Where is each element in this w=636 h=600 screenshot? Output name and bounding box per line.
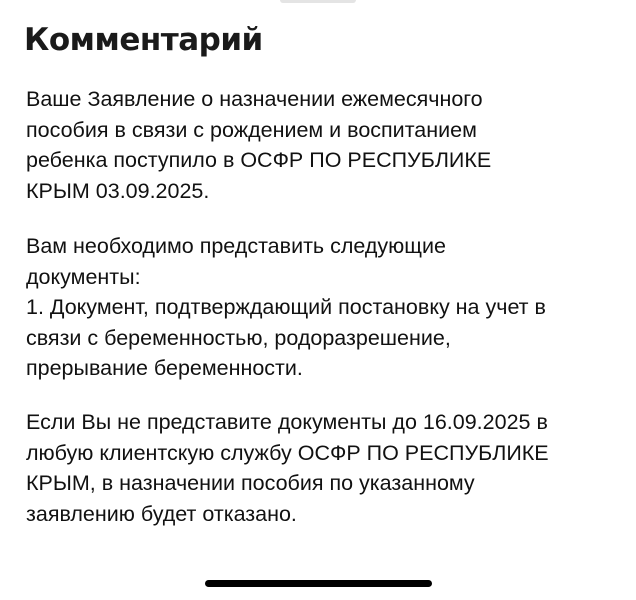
comment-paragraph-deadline-warning	[26, 407, 549, 529]
home-indicator[interactable]	[205, 580, 432, 587]
text-line: документы:	[26, 264, 141, 289]
text-line: Вам необходимо представить следующие	[26, 234, 446, 258]
text-line: связи с беременностью, родоразрешение,	[26, 325, 451, 350]
text-line: ребенка поступило в ОСФР ПО РЕСПУБЛИКЕ	[26, 148, 492, 172]
comment-paragraph-application-received	[26, 84, 491, 206]
text-line: 1. Документ, подтверждающий постановку на учет в	[26, 295, 546, 319]
text-line: заявлению будет отказано.	[26, 501, 297, 526]
text-line: КРЫМ 03.09.2025.	[26, 178, 210, 203]
text-line: Если Вы не представите документы до 16.09.2025 в	[26, 410, 548, 434]
text-line: прерывание беременности.	[26, 356, 303, 380]
text-line: КРЫМ, в назначении пособия по указанному	[26, 471, 475, 495]
comment-paragraph-required-documents	[26, 231, 546, 384]
sheet-grabber-handle[interactable]	[280, 0, 356, 3]
text-line: любую клиентскую службу ОСФР ПО РЕСПУБЛИКЕ	[26, 440, 549, 465]
text-line: Ваше Заявление о назначении ежемесячного	[26, 87, 483, 111]
text-line: пособия в связи с рождением и воспитанием	[26, 117, 477, 142]
page-title: Комментарий	[24, 22, 263, 58]
